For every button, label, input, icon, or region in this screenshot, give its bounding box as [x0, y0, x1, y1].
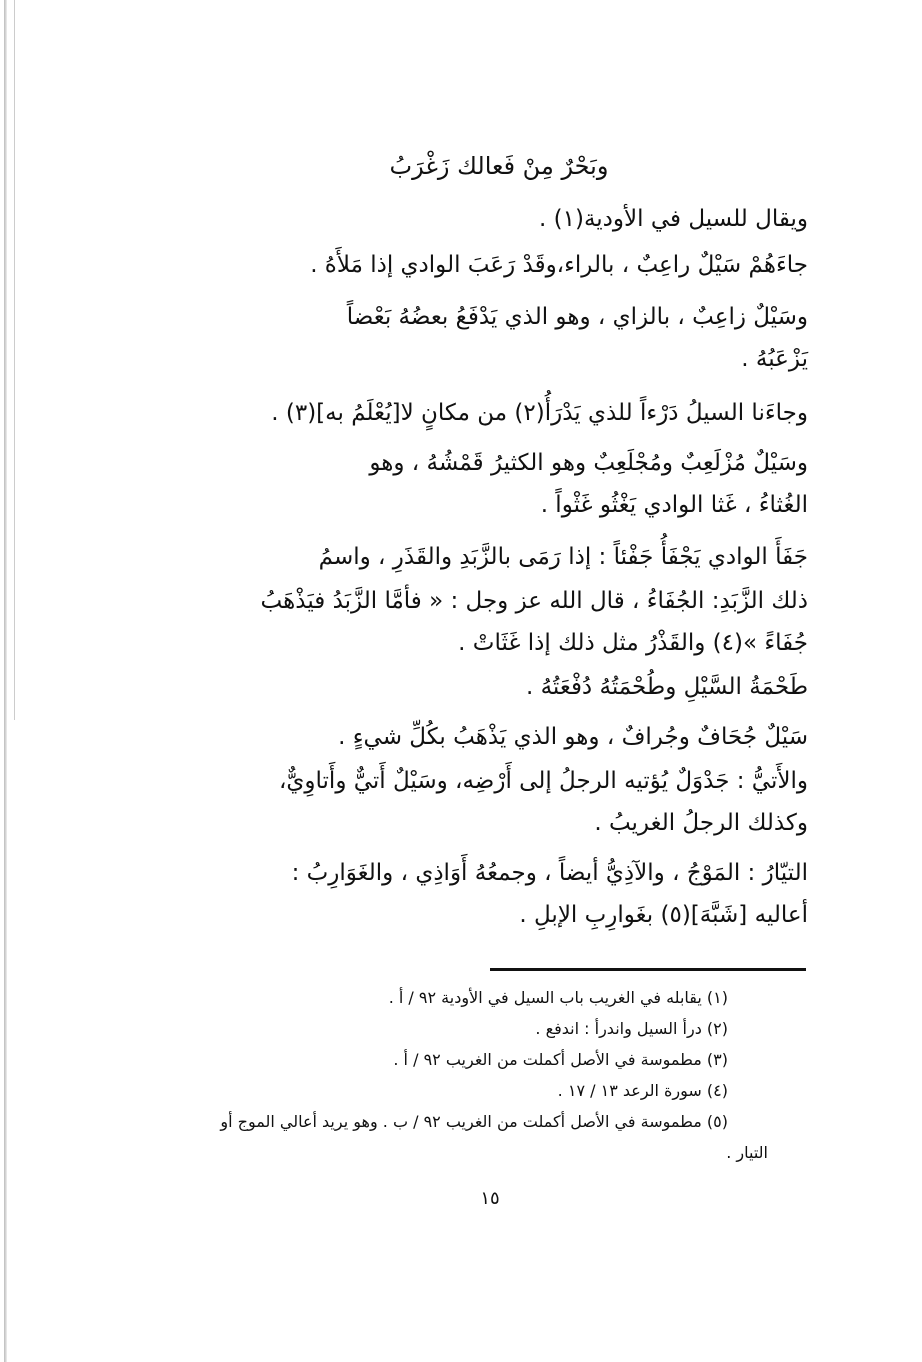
- footnote: (٣) مطموسة في الأصل أكملت من الغريب ٩٢ / أ .: [393, 1050, 728, 1069]
- text-line: والأَتيُّ : جَدْوَلٌ يُؤتيه الرجلُ إلى أَرْضِه، وسَيْلٌ أَتيٌّ وأَتاوِيٌّ،: [278, 768, 808, 794]
- scan-shadow-line: [14, 0, 15, 720]
- footnote: (٢) درأ السيل واندرأ : اندفع .: [535, 1019, 728, 1038]
- scan-binding-edge: [4, 0, 7, 1362]
- text-line: التيّارُ : المَوْجُ ، والآذِيُّ أيضاً ، وجمعُهُ أَوَاذِي ، والغَوَارِبُ :: [291, 860, 808, 886]
- footnote: (٥) مطموسة في الأصل أكملت من الغريب ٩٢ / ب . وهو يريد أعالي الموج أو: [220, 1112, 728, 1131]
- text-line: ويقال للسيل في الأودية(١) .: [539, 206, 808, 232]
- text-line: أعاليه [شَبَّهَ](٥) بغَوارِبِ الإبلِ .: [519, 902, 808, 928]
- text-line: وسَيْلٌ مُزْلَعِبٌ ومُجْلَعِبٌ وهو الكثيرُ قَمْشُهُ ، وهو: [369, 450, 808, 476]
- text-line: جَفَأَ الوادي يَجْفَأُ جَفْئاً : إذا رَمَى بالزَّبَدِ والقَذَرِ ، واسمُ: [318, 544, 808, 570]
- footnotes: [160, 982, 768, 1168]
- text-line: وجاءَنا السيلُ دَرْءاً للذي يَدْرَأُ(٢) من مكانٍ لا[يُعْلَمُ به](٣) .: [271, 400, 808, 426]
- text-line: وسَيْلٌ زاعِبٌ ، بالزاي ، وهو الذي يَدْفَعُ بعضُهُ بَعْضاً: [346, 304, 808, 330]
- text-line: ذلك الزَّبَدِ: الجُفَاءُ ، قال الله عز وجل : « فأمَّا الزَّبَدُ فيَذْهَبُ: [260, 588, 808, 614]
- text-line: سَيْلٌ جُحَافٌ وجُرافٌ ، وهو الذي يَذْهَبُ بكُلِّ شيءٍ .: [338, 724, 808, 750]
- text-line: وكذلك الرجلُ الغريبُ .: [594, 810, 808, 836]
- page-number: ١٥: [480, 1188, 500, 1209]
- text-line: جُفَاءً »(٤) والقَذْرُ مثل ذلك إذا غَثَاتْ .: [458, 630, 808, 656]
- text-line: يَزْعَبُهُ .: [741, 346, 808, 372]
- footnote: (٤) سورة الرعد ١٣ / ١٧ .: [557, 1081, 728, 1100]
- text-line: الغُثاءُ ، غَثا الوادي يَغْثُو غَثْواً .: [540, 492, 808, 518]
- text-line: جاءَهُمْ سَيْلٌ راعِبٌ ، بالراء،وقَدْ رَعَبَ الوادي إذا مَلأَهُ .: [310, 252, 808, 278]
- footnote-divider: [490, 968, 806, 971]
- footnote-continuation: التيار .: [726, 1143, 768, 1162]
- footnote: (١) يقابله في الغريب باب السيل في الأودية ٩٢ / أ .: [388, 988, 728, 1007]
- main-text: [190, 196, 808, 938]
- text-line: طَحْمَةُ السَّيْلِ وطُحْمَتُهُ دُفْعَتُهُ .: [525, 674, 808, 700]
- verse-line: وبَحْرٌ مِنْ فَعالك زَغْرَبُ: [389, 152, 609, 180]
